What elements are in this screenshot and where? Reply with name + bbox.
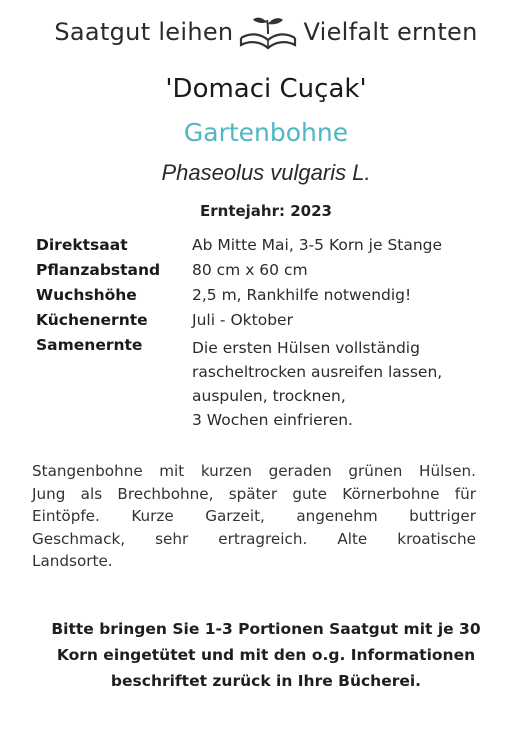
- info-value-line: 3 Wochen einfrieren.: [192, 411, 353, 429]
- variety-description: [32, 460, 476, 573]
- info-row-samenernte: [36, 336, 506, 432]
- open-book-with-sprout-icon: [237, 12, 299, 52]
- info-label: Direktsaat: [36, 236, 128, 254]
- return-notice: [0, 616, 532, 694]
- notice-line: beschriftet zurück in Ihre Bücherei.: [110, 672, 422, 690]
- description-line: Eintöpfe. Kurze Garzeit, angenehm buttriger: [32, 507, 476, 525]
- crop-name: Gartenbohne: [183, 118, 349, 147]
- info-value: [192, 336, 506, 432]
- info-row-direktsaat: [36, 236, 506, 261]
- latin-name: Phaseolus vulgaris L.: [161, 160, 371, 185]
- info-value: Juli - Oktober: [192, 311, 293, 329]
- info-value-line: Die ersten Hülsen vollständig: [192, 339, 420, 357]
- info-label: Pflanzabstand: [36, 261, 161, 279]
- info-row-kuechenernte: [36, 311, 506, 336]
- info-value-line: auspulen, trocknen,: [192, 387, 346, 405]
- header-slogan: [0, 12, 532, 52]
- info-value: 2,5 m, Rankhilfe notwendig!: [192, 286, 412, 304]
- notice-line: Korn eingetütet und mit den o.g. Informationen: [56, 646, 476, 664]
- info-row-pflanzabstand: [36, 261, 506, 286]
- description-line: Geschmack, sehr ertragreich. Alte kroatische: [32, 529, 476, 548]
- info-row-wuchshoehe: [36, 286, 506, 311]
- harvest-year: Erntejahr: 2023: [200, 202, 332, 220]
- description-line: Stangenbohne mit kurzen geraden grünen Hülsen.: [32, 462, 476, 480]
- notice-line: Bitte bringen Sie 1-3 Portionen Saatgut mit je 30: [51, 620, 481, 638]
- info-value-line: rascheltrocken ausreifen lassen,: [192, 363, 443, 381]
- info-value: 80 cm x 60 cm: [192, 261, 308, 279]
- description-line: Landsorte.: [32, 552, 113, 570]
- slogan-left: Saatgut leihen: [54, 18, 234, 46]
- slogan-right: Vielfalt ernten: [303, 18, 478, 46]
- info-label: Samenernte: [36, 336, 143, 354]
- variety-name: 'Domaci Cuçak': [165, 74, 367, 104]
- info-label: Wuchshöhe: [36, 286, 137, 304]
- description-line: Jung als Brechbohne, später gute Körnerbohne für: [32, 484, 476, 503]
- info-value: Ab Mitte Mai, 3-5 Korn je Stange: [192, 236, 443, 254]
- info-label: Küchenernte: [36, 311, 148, 329]
- cultivation-info: [36, 236, 506, 432]
